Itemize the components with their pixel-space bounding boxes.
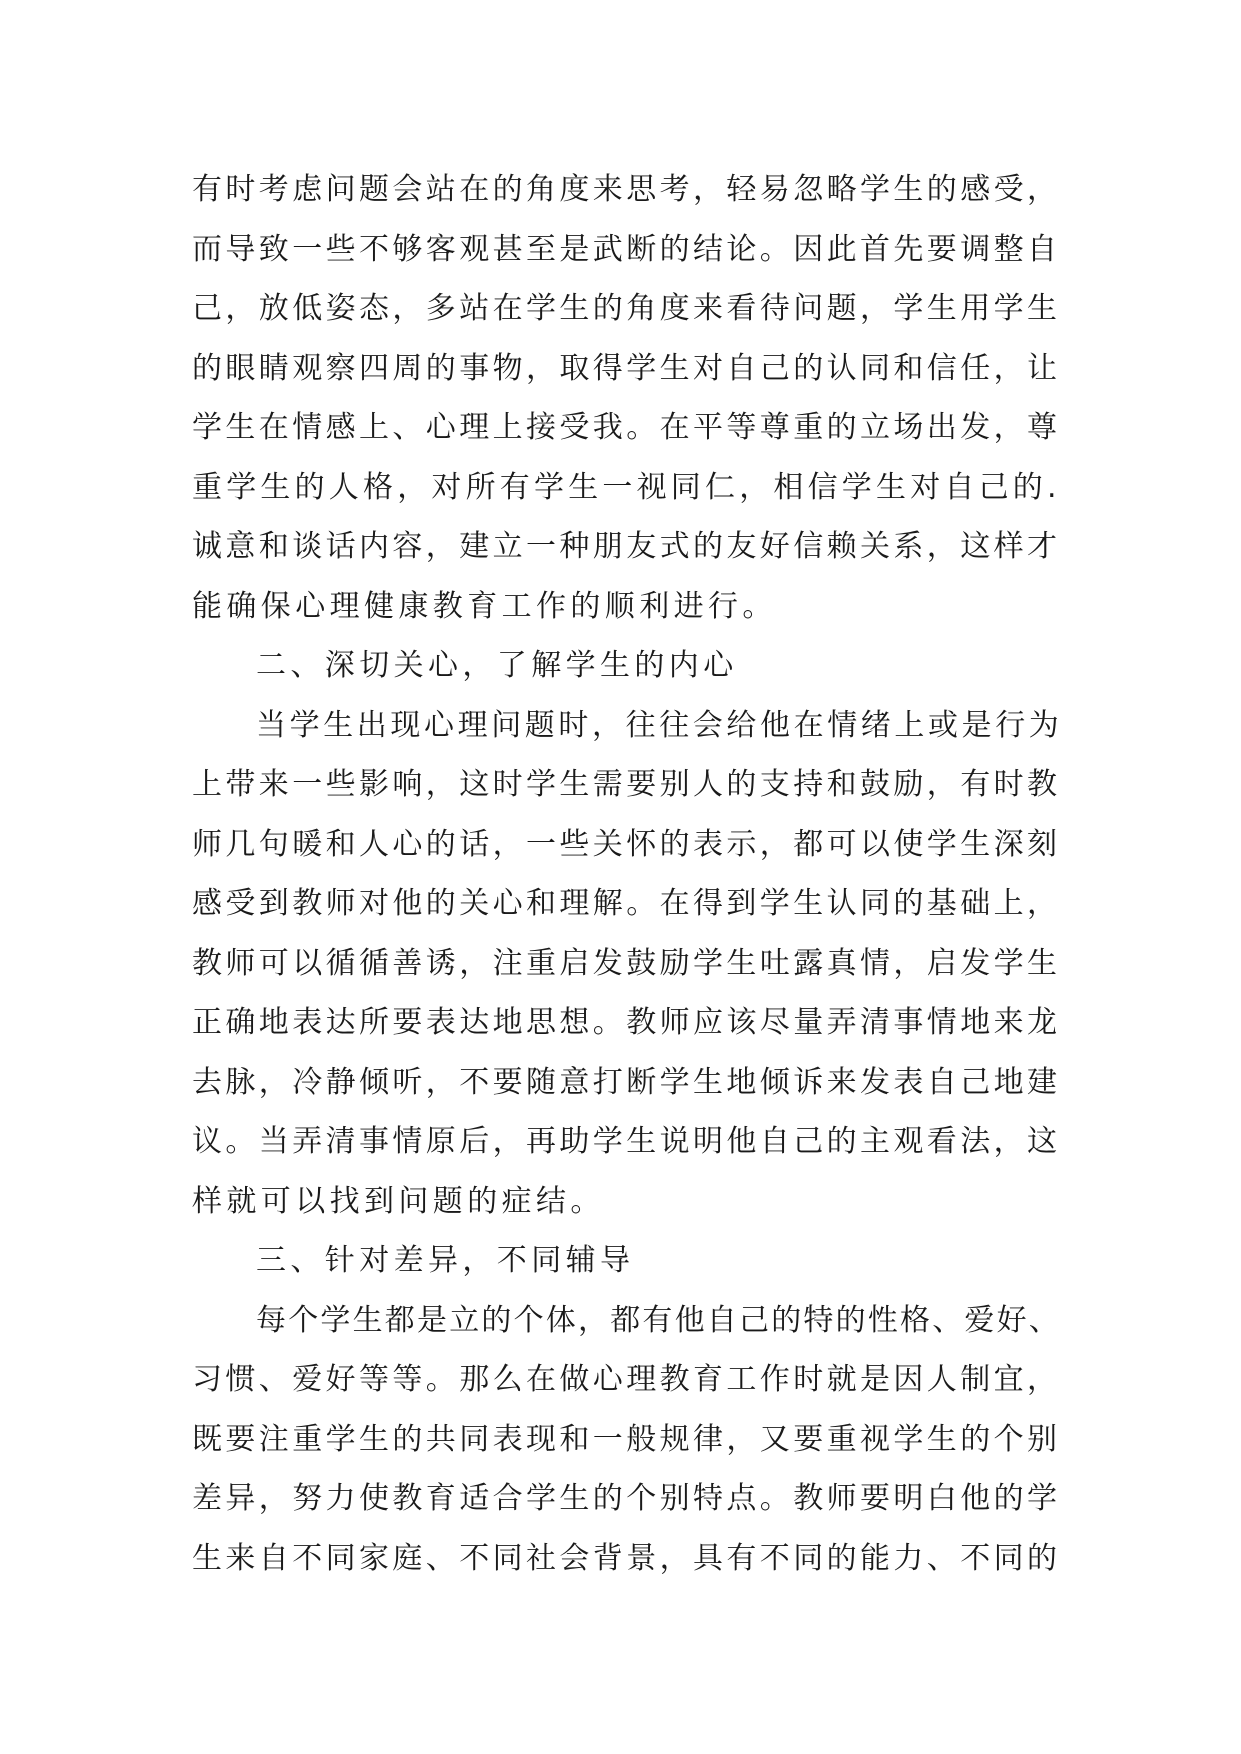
- text-line: 习惯、爱好等等。那么在做心理教育工作时就是因人制宜，: [192, 1362, 1061, 1397]
- text-line: 有时考虑问题会站在的角度来思考，轻易忽略学生的感受，: [192, 172, 1061, 207]
- text-line: 样就可以找到问题的症结。: [192, 1183, 605, 1219]
- text-line: 差异，努力使教育适合学生的个别特点。教师要明白他的学: [192, 1481, 1061, 1516]
- paragraph-start-line: 三、针对差异，不同辅导: [256, 1243, 635, 1278]
- document-body: [192, 160, 1062, 1588]
- text-line: 议。当弄清事情原后，再助学生说明他自己的主观看法，这: [192, 1124, 1061, 1159]
- text-line: 生来自不同家庭、不同社会背景，具有不同的能力、不同的: [192, 1540, 1061, 1576]
- text-line: 而导致一些不够客观甚至是武断的结论。因此首先要调整自: [192, 231, 1061, 267]
- paragraph-start-line: 二、深切关心，了解学生的内心: [256, 648, 738, 683]
- text-line: 师几句暖和人心的话，一些关怀的表示，都可以使学生深刻: [192, 826, 1061, 862]
- text-line: 去脉，冷静倾听，不要随意打断学生地倾诉来发表自己地建: [192, 1064, 1061, 1100]
- text-line: 诚意和谈话内容，建立一种朋友式的友好信赖关系，这样才: [192, 529, 1061, 564]
- paragraph-start-line: 每个学生都是立的个体，都有他自己的特的性格、爱好、: [256, 1302, 1061, 1338]
- paragraph-start-line: 当学生出现心理问题时，往往会给他在情绪上或是行为: [256, 707, 1063, 743]
- text-line: 己，放低姿态，多站在学生的角度来看待问题，学生用学生: [192, 291, 1061, 326]
- text-line: 既要注重学生的共同表现和一般规律，又要重视学生的个别: [192, 1421, 1061, 1457]
- text-line: 重学生的人格，对所有学生一视同仁，相信学生对自己的.: [192, 469, 1061, 505]
- text-line: 正确地表达所要表达地思想。教师应该尽量弄清事情地来龙: [192, 1005, 1061, 1040]
- text-line: 能确保心理健康教育工作的顺利进行。: [192, 588, 777, 624]
- text-line: 的眼睛观察四周的事物，取得学生对自己的认同和信任，让: [192, 350, 1061, 386]
- text-line: 教师可以循循善诱，注重启发鼓励学生吐露真情，启发学生: [192, 945, 1061, 981]
- text-line: 感受到教师对他的关心和理解。在得到学生认同的基础上，: [192, 886, 1061, 921]
- text-line: 上带来一些影响，这时学生需要别人的支持和鼓励，有时教: [192, 767, 1061, 802]
- text-line: 学生在情感上、心理上接受我。在平等尊重的立场出发，尊: [192, 410, 1061, 445]
